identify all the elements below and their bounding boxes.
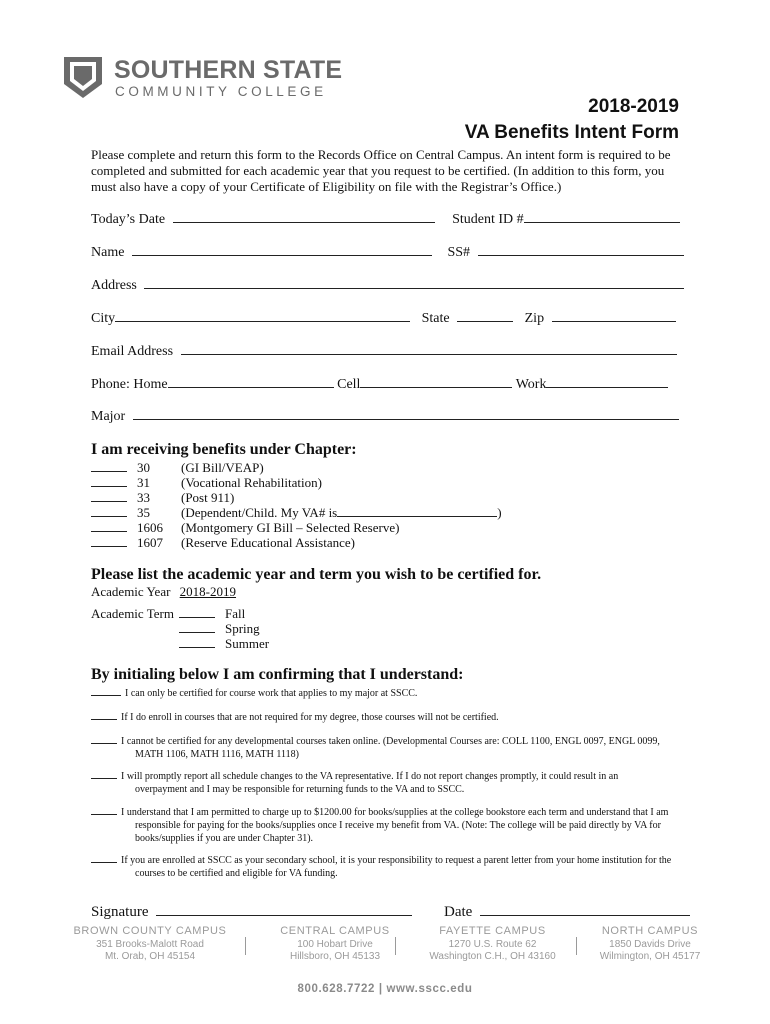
- campus-name: CENTRAL CAMPUS: [280, 925, 390, 937]
- student-id-field[interactable]: [524, 210, 680, 223]
- initial-blank[interactable]: [91, 686, 121, 696]
- ack-text-cont: responsible for paying for the books/supplies once I receive my benefit from VA. (Note: The college will be paid directly by VA for books/supplies if you are under Chapter 31).: [135, 820, 661, 844]
- row-email: [91, 342, 677, 360]
- phone-number: 800.628.7722: [297, 983, 376, 995]
- todays-date-field[interactable]: [173, 210, 435, 223]
- initial-blank[interactable]: [91, 710, 117, 720]
- chapter-row-1607: [91, 535, 355, 551]
- ack-text-cont: overpayment and I may be responsible for returning funds to the VA and to SSCC.: [135, 784, 465, 795]
- chapter-35-text: (Dependent/Child. My VA# is: [181, 505, 338, 520]
- state-label: State: [421, 311, 450, 326]
- ack-text: I understand that I am permitted to charge up to $1200.00 for books/supplies at the college bookstore each term and understand that I am: [121, 807, 669, 818]
- student-id-label: Student ID #: [452, 212, 524, 227]
- chapter-number: 33: [137, 490, 150, 505]
- chapter-row-1606: [91, 520, 400, 536]
- campus-name: FAYETTE CAMPUS: [439, 925, 546, 937]
- chapter-description: (Reserve Educational Assistance): [181, 535, 355, 550]
- name-field[interactable]: [132, 243, 432, 256]
- campus-address-line1: 1850 Davids Drive: [609, 939, 691, 950]
- ack-item: [91, 686, 681, 700]
- term-fall-row: [91, 606, 246, 622]
- campus-footer: [70, 925, 710, 965]
- contact-divider: |: [378, 983, 383, 995]
- row-date-id: [91, 210, 680, 228]
- chapter-number: 31: [137, 475, 150, 490]
- ack-item: [91, 853, 681, 880]
- form-year: 2018-2019: [588, 96, 679, 117]
- campus-divider: [576, 937, 577, 955]
- chapter-number: 1606: [137, 520, 163, 535]
- campus-fayette: [410, 925, 575, 963]
- signature-date-label: Date: [444, 904, 473, 920]
- campus-brown-county: [70, 925, 230, 963]
- chapter-blank[interactable]: [91, 460, 127, 472]
- college-logo: [62, 54, 343, 104]
- campus-address-line2: Wilmington, OH 45177: [599, 951, 701, 962]
- phone-home-label: Phone: Home: [91, 377, 168, 392]
- chapter-number: 1607: [137, 535, 163, 550]
- chapter-description: (Post 911): [181, 490, 235, 505]
- campus-address-line1: 1270 U.S. Route 62: [448, 939, 537, 950]
- address-label: Address: [91, 278, 137, 293]
- chapter-blank[interactable]: [91, 535, 127, 547]
- campus-name: BROWN COUNTY CAMPUS: [73, 925, 227, 937]
- close-paren: ): [497, 505, 502, 520]
- ack-item: [91, 710, 681, 724]
- chapter-row-35: [91, 505, 591, 521]
- term-blank[interactable]: [179, 606, 215, 618]
- major-label: Major: [91, 409, 126, 424]
- chapter-blank[interactable]: [91, 505, 127, 517]
- ack-text: I will promptly report all schedule changes to the VA representative. If I do not report changes promptly, it could result in an: [121, 771, 619, 782]
- row-address: [91, 276, 684, 294]
- initial-blank[interactable]: [91, 769, 117, 779]
- row-major: [91, 407, 679, 425]
- signature-row: [91, 903, 690, 921]
- chapter-number: 35: [137, 505, 150, 520]
- ss-label: SS#: [447, 245, 471, 260]
- term-blank[interactable]: [179, 636, 215, 648]
- ack-text-cont: MATH 1106, MATH 1116, MATH 1118): [135, 749, 299, 760]
- term-label: Summer: [225, 636, 270, 651]
- email-field[interactable]: [181, 342, 677, 355]
- ack-item: [91, 805, 681, 845]
- campus-divider: [245, 937, 246, 955]
- campus-address-line1: 100 Hobart Drive: [297, 939, 373, 950]
- zip-field[interactable]: [552, 309, 676, 322]
- todays-date-label: Today’s Date: [91, 212, 166, 227]
- ack-item: [91, 769, 681, 796]
- intro-paragraph: Please complete and return this form to the Records Office on Central Campus. An intent form is required to be completed and submitted for each academic year that you request to be certified. (In addition to this form, you must also have a copy of your Certificate of Eligibility on file with the Registrar’s Office.): [91, 147, 671, 194]
- ack-text: I cannot be certified for any developmental courses taken online. (Developmental Courses are: COLL 1100, ENGL 0097, ENGL 0099,: [121, 736, 660, 747]
- campus-divider: [395, 937, 396, 955]
- logo-subtitle: COMMUNITY COLLEGE: [115, 84, 327, 99]
- campus-address-line2: Washington C.H., OH 43160: [429, 951, 556, 962]
- logo-name: SOUTHERN STATE: [114, 56, 343, 84]
- ss-field[interactable]: [478, 243, 684, 256]
- signature-label: Signature: [91, 904, 149, 920]
- city-label: City: [91, 311, 116, 326]
- confirm-heading: By initialing below I am confirming that I understand:: [91, 666, 464, 683]
- chapter-row-31: [91, 475, 322, 491]
- ack-text-cont: courses to be certified and eligible for VA funding.: [135, 868, 338, 879]
- academic-heading: Please list the academic year and term you wish to be certified for.: [91, 566, 542, 583]
- work-field[interactable]: [546, 375, 668, 388]
- address-field[interactable]: [144, 276, 684, 289]
- academic-term-label: Academic Term: [91, 606, 174, 621]
- cell-label: Cell: [337, 377, 361, 392]
- term-blank[interactable]: [179, 621, 215, 633]
- row-name-ss: [91, 243, 684, 261]
- signature-date-field[interactable]: [480, 903, 690, 916]
- term-label: Fall: [225, 606, 246, 621]
- campus-address-line2: Hillsboro, OH 45133: [289, 951, 381, 962]
- campus-north: [585, 925, 715, 963]
- chapter-blank[interactable]: [91, 475, 127, 487]
- row-phone: [91, 375, 668, 393]
- va-number-field[interactable]: [337, 505, 497, 517]
- chapter-blank[interactable]: [91, 490, 127, 502]
- academic-year-value: 2018-2019: [179, 584, 237, 599]
- ack-text: I can only be certified for course work that applies to my major at SSCC.: [125, 688, 418, 699]
- initial-blank[interactable]: [91, 734, 117, 744]
- city-field[interactable]: [115, 309, 410, 322]
- ack-text: If you are enrolled at SSCC as your secondary school, it is your responsibility to request a parent letter from your home institution for the: [121, 855, 672, 866]
- campus-central: [260, 925, 410, 963]
- ack-text: If I do enroll in courses that are not required for my degree, those courses will not be certified.: [121, 712, 499, 723]
- signature-field[interactable]: [156, 903, 412, 916]
- chapter-row-33: [91, 490, 235, 506]
- academic-year-row: [91, 584, 236, 600]
- form-title: VA Benefits Intent Form: [464, 122, 679, 143]
- chapter-description: (Montgomery GI Bill – Selected Reserve): [181, 520, 400, 535]
- chapter-description: (Vocational Rehabilitation): [181, 475, 322, 490]
- campus-name: NORTH CAMPUS: [601, 925, 699, 937]
- chapter-blank[interactable]: [91, 520, 127, 532]
- chapter-description: [181, 505, 502, 521]
- major-field[interactable]: [133, 407, 679, 420]
- academic-year-label: Academic Year: [91, 584, 171, 599]
- ack-item: [91, 734, 681, 761]
- name-label: Name: [91, 245, 125, 260]
- campus-address-line1: 351 Brooks-Malott Road: [96, 939, 204, 950]
- campus-address-line2: Mt. Orab, OH 45154: [104, 951, 196, 962]
- chapter-description: (GI Bill/VEAP): [181, 460, 264, 475]
- email-label: Email Address: [91, 344, 174, 359]
- term-label: Spring: [225, 621, 260, 636]
- state-field[interactable]: [457, 309, 513, 322]
- chapter-row-30: [91, 460, 264, 476]
- cell-field[interactable]: [360, 375, 512, 388]
- phone-home-field[interactable]: [168, 375, 334, 388]
- row-city-state-zip: [91, 309, 676, 327]
- chapter-number: 30: [137, 460, 150, 475]
- initial-blank[interactable]: [91, 853, 117, 863]
- work-label: Work: [515, 377, 547, 392]
- chapter-heading: I am receiving benefits under Chapter:: [91, 441, 357, 458]
- initial-blank[interactable]: [91, 805, 117, 815]
- shield-logo-icon: [62, 54, 104, 100]
- website-link[interactable]: www.sscc.edu: [386, 983, 473, 995]
- zip-label: Zip: [524, 311, 545, 326]
- contact-footer: [0, 983, 770, 995]
